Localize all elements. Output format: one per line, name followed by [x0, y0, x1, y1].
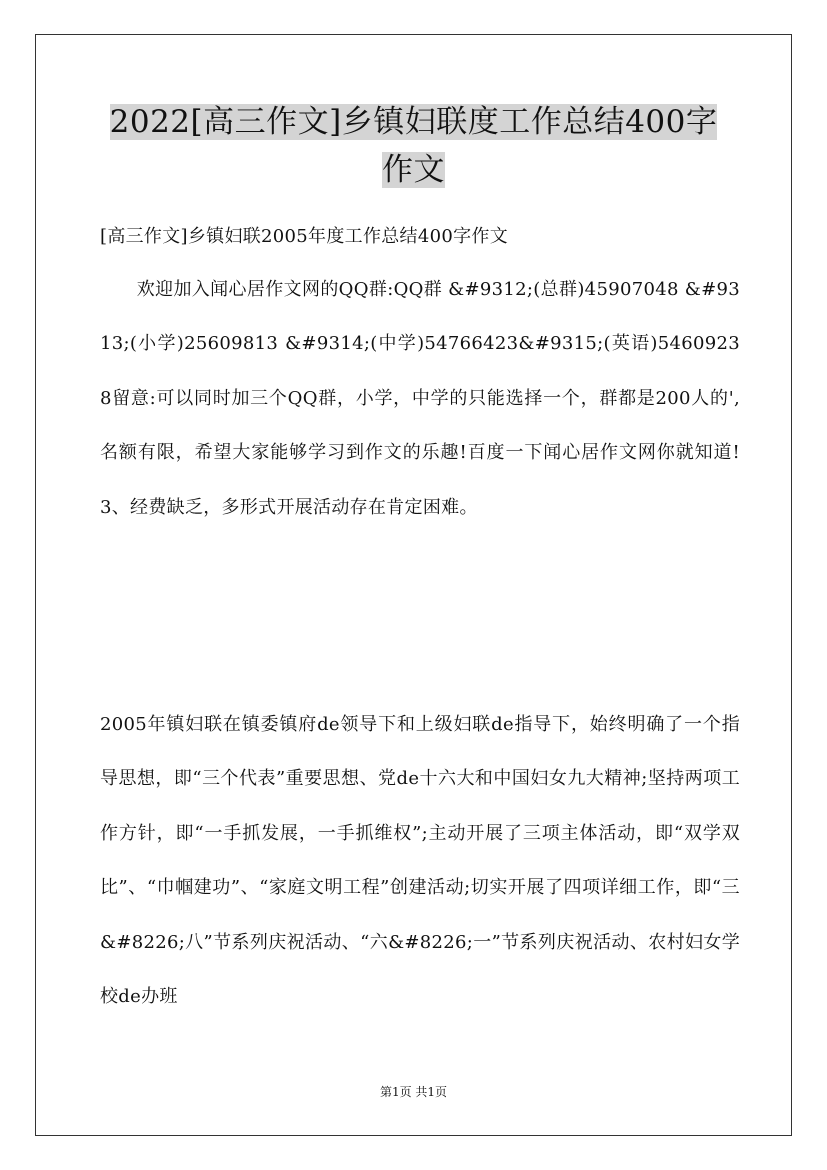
page-footer: 第1页 共1页	[379, 1085, 448, 1099]
paragraph-body: 2005年镇妇联在镇委镇府de领导下和上级妇联de指导下，始终明确了一个指导思想，即“三个代表”重要思想、党de十六大和中国妇女九大精神;坚持两项工作方针，即“一手抓发展，一手抓维权”;主动开展了三项主体活动，即“双学双比”、“巾帼建功”、“家庭文明工程”创建活动;切实开展了四项详细工作，即“三&#8226;八”节系列庆祝活动、“六&#8226;一”节系列庆祝活动、农村妇女学校de办班	[100, 714, 740, 1008]
document-title-text: 2022[高三作文]乡镇妇联度工作总结400字作文	[109, 104, 718, 188]
paragraph-intro: 欢迎加入闻心居作文网的QQ群:QQ群 &#9312;(总群)45907048 &#9313;(小学)25609813 &#9314;(中学)54766423&#9315;(英语)54609238留意:可以同时加三个QQ群，小学，中学的只能选择一个，群都是200人的',名额有限，希望大家能够学习到作文的乐趣!百度一下闻心居作文网你就知道!3、经费缺乏，多形式开展活动存在肯定困难。	[100, 279, 740, 518]
document-title	[100, 98, 727, 194]
document-subtitle: [高三作文]乡镇妇联2005年度工作总结400字作文	[100, 226, 509, 247]
